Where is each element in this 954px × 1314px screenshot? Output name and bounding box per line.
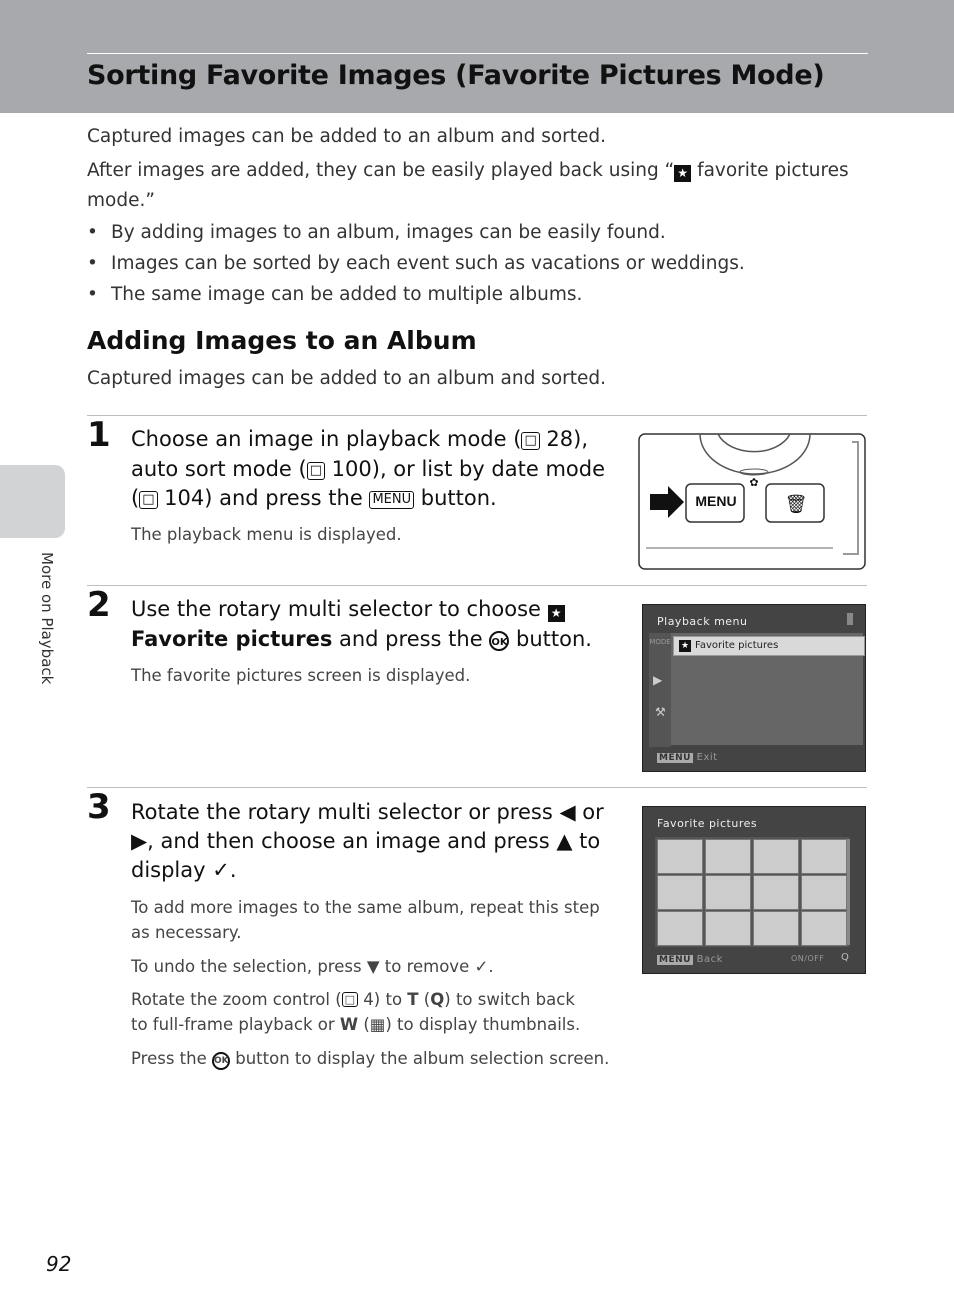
bullet-item: • Images can be sorted by each event such as vacations or weddings.: [87, 253, 745, 274]
step-3-note-4: Press the OK button to display the album selection screen.: [131, 1049, 610, 1068]
play-tab-icon: ▶: [653, 673, 663, 687]
intro-paragraph-2: After images are added, they can be easily played back using “ ★ favorite pictures: [87, 160, 849, 181]
thumbnail[interactable]: [705, 875, 751, 910]
menu-button-icon: MENU: [369, 491, 414, 509]
thumbnail[interactable]: [705, 839, 751, 874]
mode-tab: MODE: [649, 638, 671, 646]
step-2-line-2: Favorite pictures and press the OK button.: [131, 627, 592, 651]
step-3-note-1a: To add more images to the same album, repeat this step: [131, 898, 600, 917]
section-title: Adding Images to an Album: [87, 326, 477, 355]
down-arrow-icon: ▼: [366, 957, 380, 976]
page-header: [0, 0, 954, 113]
step-3-note-3a: Rotate the zoom control ( □ 4) to T (Q) to switch back: [131, 990, 575, 1009]
thumbnail[interactable]: [801, 911, 847, 946]
battery-icon: [847, 613, 853, 625]
wide-icon: W: [339, 1015, 359, 1034]
wrench-tab-icon: ⚒: [655, 705, 666, 719]
up-arrow-icon: ▲: [556, 829, 573, 853]
screen-footer: MENU Exit: [659, 752, 718, 763]
on-off-hint: ON/OFF: [791, 954, 825, 963]
step-number: 1: [87, 415, 111, 455]
intro-paragraph-1: Captured images can be added to an album and sorted.: [87, 126, 607, 147]
right-arrow-icon: ▶: [131, 829, 148, 853]
thumbnail[interactable]: [705, 911, 751, 946]
favorite-pictures-screen: [642, 806, 866, 974]
thumbnail[interactable]: [801, 875, 847, 910]
screen-footer: MENU Back: [659, 954, 723, 965]
check-icon: ✓: [474, 957, 489, 976]
svg-text:✿: ✿: [749, 476, 759, 489]
thumbnail[interactable]: [657, 911, 703, 946]
thumbnail[interactable]: [657, 875, 703, 910]
book-icon: □: [307, 462, 325, 480]
book-icon: □: [521, 432, 539, 450]
intro-paragraph-2-cont: mode.”: [87, 190, 155, 211]
tele-icon: T: [407, 990, 419, 1009]
book-icon: □: [342, 992, 358, 1007]
left-arrow-icon: ◀: [559, 800, 576, 824]
step-3-line-2: ▶, and then choose an image and press ▲ to: [131, 829, 601, 853]
magnify-icon: Q: [841, 952, 850, 963]
side-tab: [0, 465, 65, 538]
thumbnail[interactable]: [753, 911, 799, 946]
svg-text:🗑: 🗑: [784, 494, 808, 515]
thumbnail-grid-icon: ▦: [369, 1015, 386, 1034]
step-divider: [87, 415, 867, 416]
step-number: 3: [87, 787, 111, 827]
page-title: Sorting Favorite Images (Favorite Pictures Mode): [87, 60, 825, 91]
menu-button-label: MENU: [695, 493, 737, 509]
thumbnail-grid: [655, 837, 849, 947]
screen-title: Playback menu: [657, 615, 748, 628]
step-3-note-1b: as necessary.: [131, 923, 242, 942]
step-3-line-3: display ✓.: [131, 858, 237, 882]
check-icon: ✓: [212, 858, 230, 882]
book-icon: □: [139, 491, 157, 509]
screen-title: Favorite pictures: [657, 817, 758, 830]
step-1-note: The playback menu is displayed.: [131, 525, 402, 544]
camera-buttons-illustration: [638, 432, 868, 572]
menu-tabs: [649, 633, 671, 747]
ok-button-icon: OK: [212, 1052, 230, 1070]
menu-item-favorite-pictures[interactable]: ★ $^{Favorite pictures}$: [673, 636, 865, 656]
scrollbar[interactable]: [847, 839, 850, 945]
step-1-line-1: Choose an image in playback mode ( □ 28),: [131, 427, 588, 451]
step-1-line-2: auto sort mode ( □ 100), or list by date mode: [131, 457, 605, 481]
step-2-note: The favorite pictures screen is displayed.: [131, 666, 471, 685]
thumbnail[interactable]: [753, 875, 799, 910]
step-3-line-1: Rotate the rotary multi selector or press ◀ or: [131, 800, 604, 824]
step-divider: [87, 787, 867, 788]
favorite-star-icon: ★: [680, 641, 690, 651]
page-number: 92: [46, 1252, 72, 1276]
step-1-line-3: ( □ 104) and press the MENU button.: [131, 486, 497, 510]
step-3-note-2: To undo the selection, press ▼ to remove ✓.: [131, 957, 494, 976]
section-intro: Captured images can be added to an album and sorted.: [87, 368, 607, 389]
favorite-star-icon: ★: [674, 165, 691, 182]
step-3-note-3b: to full-frame playback or W (▦) to display thumbnails.: [131, 1015, 581, 1034]
thumbnail[interactable]: [657, 839, 703, 874]
thumbnail[interactable]: [753, 839, 799, 874]
bullet-item: • The same image can be added to multiple albums.: [87, 284, 583, 305]
side-tab-label: More on Playback: [38, 552, 56, 685]
favorite-star-icon: ★: [548, 605, 565, 622]
magnify-icon: Q: [430, 990, 445, 1009]
ok-button-icon: OK: [489, 631, 509, 651]
header-rule: [87, 53, 868, 54]
bullet-item: • By adding images to an album, images can be easily found.: [87, 222, 666, 243]
playback-menu-screen: [642, 604, 866, 772]
step-number: 2: [87, 585, 111, 625]
step-2-line-1: Use the rotary multi selector to choose ★: [131, 594, 565, 624]
step-divider: [87, 585, 867, 586]
thumbnail[interactable]: [801, 839, 847, 874]
